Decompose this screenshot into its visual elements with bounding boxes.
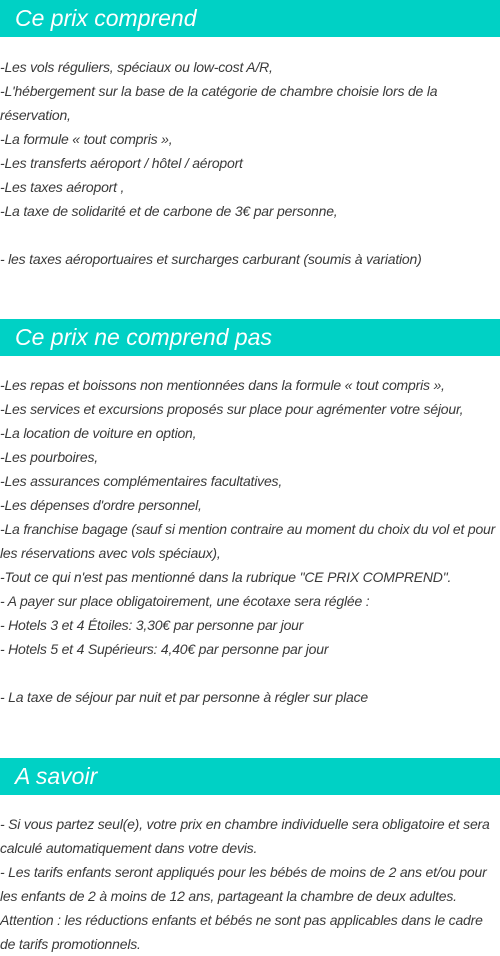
- section-header-info: [0, 758, 500, 795]
- section-body-includes: [0, 55, 500, 271]
- section-header-includes: [0, 0, 500, 37]
- list-item: -La formule « tout compris »,: [0, 131, 173, 147]
- list-item: -La taxe de solidarité et de carbone de 3€ par personne,: [0, 203, 338, 219]
- list-item: -Les taxes aéroport ,: [0, 179, 125, 195]
- section-title: Ce prix ne comprend pas: [15, 324, 272, 350]
- list-item: -Les transferts aéroport / hôtel / aéroport: [0, 155, 243, 171]
- list-item: -L'hébergement sur la base de la catégorie de chambre choisie lors de la réservation,: [0, 83, 438, 123]
- list-item: -Les dépenses d'ordre personnel,: [0, 497, 202, 513]
- list-item: -Les assurances complémentaires facultatives,: [0, 473, 283, 489]
- list-item: - Les tarifs enfants seront appliqués pour les bébés de moins de 2 ans et/ou pour les enfants de 2 à moins de 12 ans, partageant la chambre de deux adultes.: [0, 864, 487, 904]
- section-title: A savoir: [15, 763, 98, 789]
- list-item: -La franchise bagage (sauf si mention contraire au moment du choix du vol et pour les réservations avec vols spéciaux),: [0, 521, 496, 561]
- list-item: -La location de voiture en option,: [0, 425, 197, 441]
- list-item: -Tout ce qui n'est pas mentionné dans la rubrique "CE PRIX COMPREND".: [0, 569, 452, 585]
- list-item: -Les pourboires,: [0, 449, 98, 465]
- list-item: -Les repas et boissons non mentionnées dans la formule « tout compris »,: [0, 377, 445, 393]
- blank-line: [0, 661, 500, 685]
- blank-line: [0, 223, 500, 247]
- section-header-excludes: [0, 319, 500, 356]
- list-item: - La taxe de séjour par nuit et par personne à régler sur place: [0, 689, 368, 705]
- list-item: - les taxes aéroportuaires et surcharges carburant (soumis à variation): [0, 251, 422, 267]
- list-item: -Les services et excursions proposés sur place pour agrémenter votre séjour,: [0, 401, 464, 417]
- section-title: Ce prix comprend: [15, 5, 197, 31]
- section-body-excludes: [0, 373, 500, 709]
- list-item: Attention : les réductions enfants et bébés ne sont pas applicables dans le cadre de tarifs promotionnels.: [0, 912, 483, 952]
- list-item: - A payer sur place obligatoirement, une écotaxe sera réglée :: [0, 593, 370, 609]
- section-body-info: [0, 812, 500, 956]
- list-item: - Hotels 3 et 4 Étoiles: 3,30€ par personne par jour: [0, 617, 304, 633]
- list-item: - Hotels 5 et 4 Supérieurs: 4,40€ par personne par jour: [0, 641, 329, 657]
- list-item: -Les vols réguliers, spéciaux ou low-cost A/R,: [0, 59, 273, 75]
- list-item: - Si vous partez seul(e), votre prix en chambre individuelle sera obligatoire et sera calculé automatiquement dans votre devis.: [0, 816, 490, 856]
